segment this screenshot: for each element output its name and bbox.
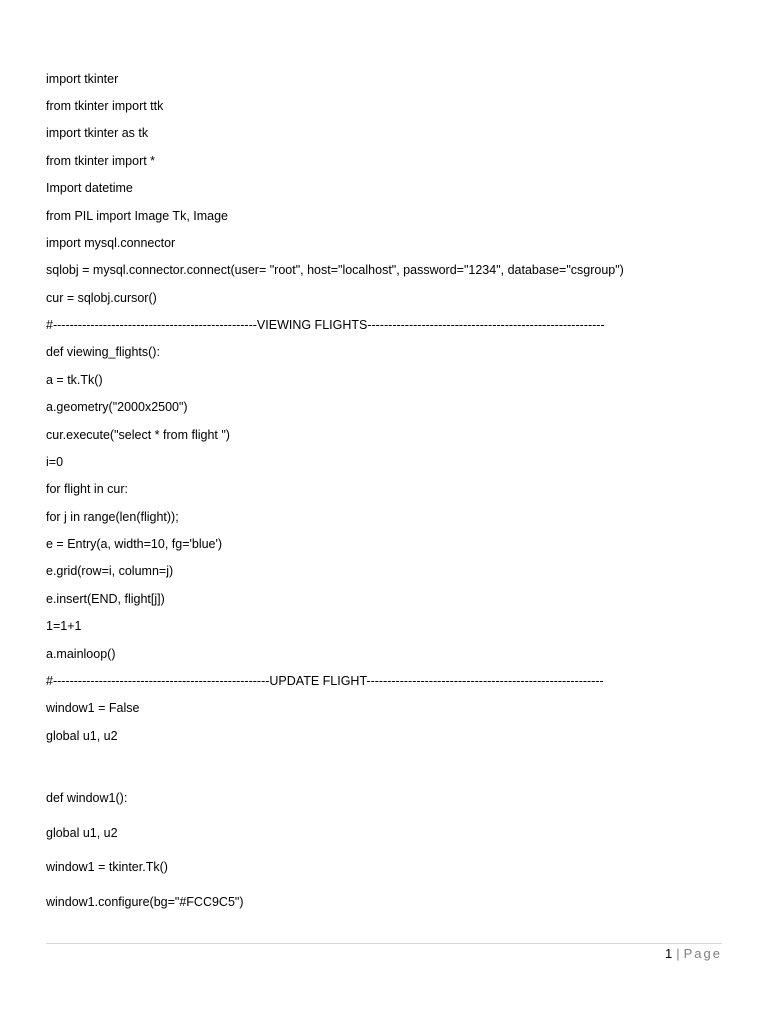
page-footer [665, 946, 722, 962]
page-number: 1 [665, 946, 673, 961]
code-line: window1 = tkinter.Tk() [46, 860, 168, 874]
footer-separator: | [676, 946, 680, 961]
code-line: global u1, u2 [46, 826, 118, 840]
section-divider: #-------------------------------------------------VIEWING FLIGHTS--------------------------------------------------------- [46, 318, 605, 332]
code-line: cur = sqlobj.cursor() [46, 291, 157, 305]
footer-divider [46, 943, 722, 944]
code-line: global u1, u2 [46, 729, 118, 743]
code-line: for j in range(len(flight)); [46, 510, 179, 524]
code-line: from tkinter import * [46, 154, 156, 168]
code-line: a.geometry("2000x2500") [46, 400, 188, 414]
code-line: e.grid(row=i, column=j) [46, 564, 174, 578]
code-line: a.mainloop() [46, 647, 116, 661]
code-line: import tkinter as tk [46, 126, 149, 140]
code-line: def viewing_flights(): [46, 345, 160, 359]
code-line: e.insert(END, flight[j]) [46, 592, 165, 606]
code-line: import mysql.connector [46, 236, 176, 250]
code-line: window1 = False [46, 701, 140, 715]
code-line: 1=1+1 [46, 619, 82, 633]
code-line: def window1(): [46, 791, 128, 805]
code-line: for flight in cur: [46, 482, 128, 496]
section-divider: #----------------------------------------------------UPDATE FLIGHT--------------------------------------------------------- [46, 674, 604, 688]
code-line: i=0 [46, 455, 64, 469]
page-label: Page [683, 946, 722, 961]
code-line: sqlobj = mysql.connector.connect(user= "root", host="localhost", password="1234", database="csgroup") [46, 263, 624, 277]
code-line: window1.configure(bg="#FCC9C5") [46, 895, 244, 909]
code-line: import tkinter [46, 72, 119, 86]
code-line: cur.execute("select * from flight ") [46, 428, 230, 442]
code-line: a = tk.Tk() [46, 373, 103, 387]
code-line: Import datetime [46, 181, 133, 195]
code-line: from tkinter import ttk [46, 99, 164, 113]
code-line: e = Entry(a, width=10, fg='blue') [46, 537, 223, 551]
code-line: from PIL import Image Tk, Image [46, 209, 229, 223]
